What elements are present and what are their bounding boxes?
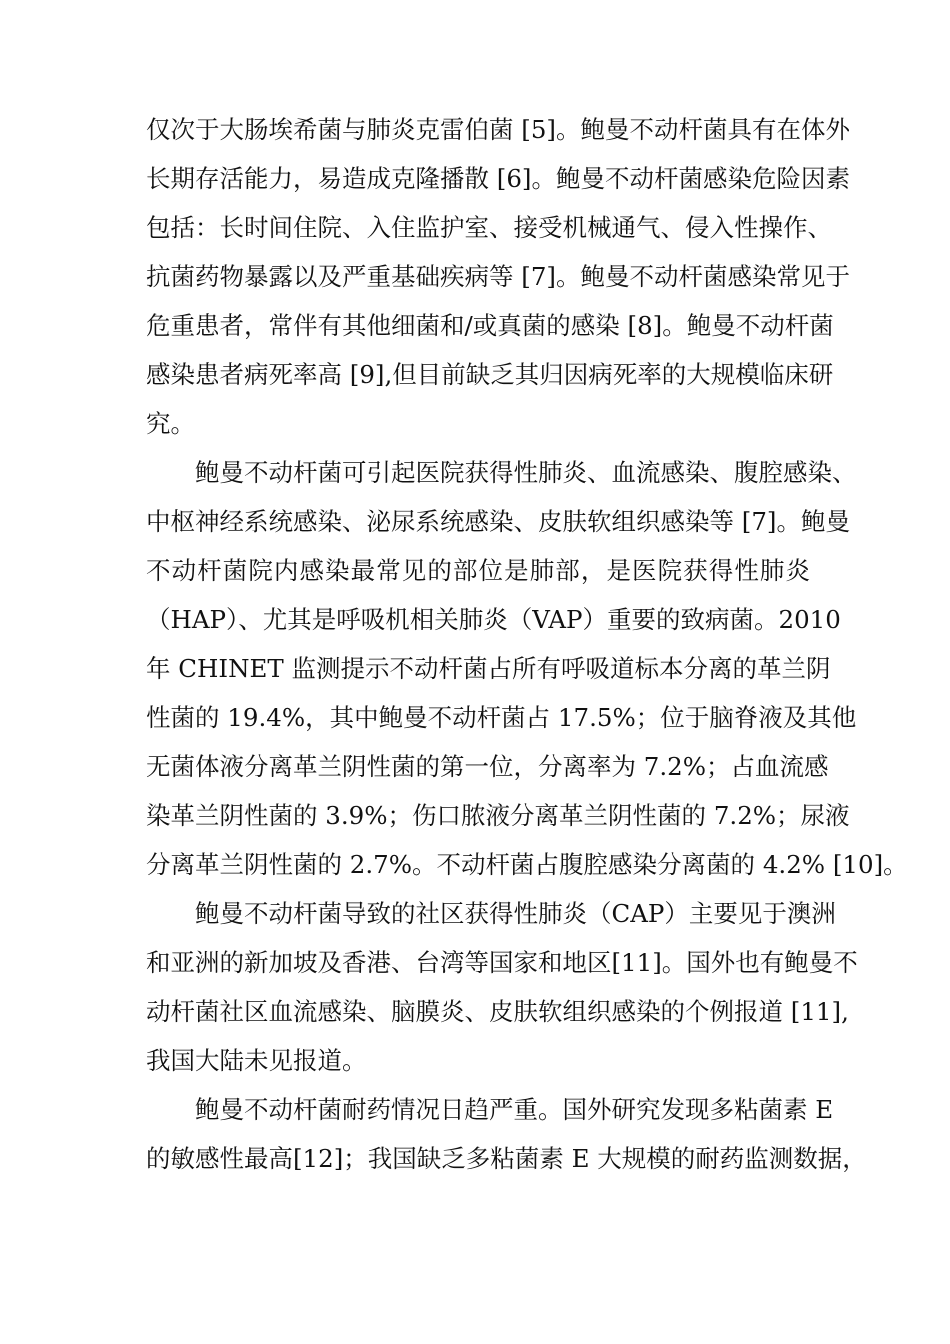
text-line: 包括：长时间住院、入住监护室、接受机械通气、侵入性操作、 [146,213,832,242]
text-line: 鲍曼不动杆菌可引起医院获得性肺炎、血流感染、腹腔感染、 [195,458,857,487]
text-line: 不动杆菌院内感染最常见的部位是肺部，是医院获得性肺炎 [146,556,810,585]
text-line: 危重患者，常伴有其他细菌和/或真菌的感染 [8]。鲍曼不动杆菌 [146,311,834,340]
text-line: 我国大陆未见报道。 [146,1046,367,1075]
text-line: 无菌体液分离革兰阴性菌的第一位，分离率为 7.2%；占血流感 [146,752,829,781]
text-line: 动杆菌社区血流感染、脑膜炎、皮肤软组织感染的个例报道 [11], [146,997,849,1026]
body-text [146,105,908,1183]
text-line: 感染患者病死率高 [9],但目前缺乏其归因病死率的大规模临床研 [146,360,834,389]
text-line: 长期存活能力，易造成克隆播散 [6]。鲍曼不动杆菌感染危险因素 [146,164,850,193]
text-line: 和亚洲的新加坡及香港、台湾等国家和地区[11]。国外也有鲍曼不 [146,948,858,977]
text-line: 鲍曼不动杆菌导致的社区获得性肺炎（CAP）主要见于澳洲 [195,899,836,928]
text-line: 中枢神经系统感染、泌尿系统感染、皮肤软组织感染等 [7]。鲍曼 [146,507,850,536]
text-line: 究。 [146,409,195,438]
text-line: 年 CHINET 监测提示不动杆菌占所有呼吸道标本分离的革兰阴 [146,654,831,683]
text-line: 分离革兰阴性菌的 2.7%。不动杆菌占腹腔感染分离菌的 4.2% [10]。 [146,850,908,879]
text-line: 鲍曼不动杆菌耐药情况日趋严重。国外研究发现多粘菌素 E [195,1095,834,1124]
text-line: （HAP）、尤其是呼吸机相关肺炎（VAP）重要的致病菌。2010 [146,605,841,634]
text-line: 抗菌药物暴露以及严重基础疾病等 [7]。鲍曼不动杆菌感染常见于 [146,262,850,291]
text-line: 染革兰阴性菌的 3.9%；伤口脓液分离革兰阴性菌的 7.2%；尿液 [146,801,850,830]
text-line: 性菌的 19.4%，其中鲍曼不动杆菌占 17.5%；位于脑脊液及其他 [146,703,857,732]
text-line: 的敏感性最高[12]；我国缺乏多粘菌素 E 大规模的耐药监测数据， [146,1144,867,1173]
text-line: 仅次于大肠埃希菌与肺炎克雷伯菌 [5]。鲍曼不动杆菌具有在体外 [146,115,850,144]
